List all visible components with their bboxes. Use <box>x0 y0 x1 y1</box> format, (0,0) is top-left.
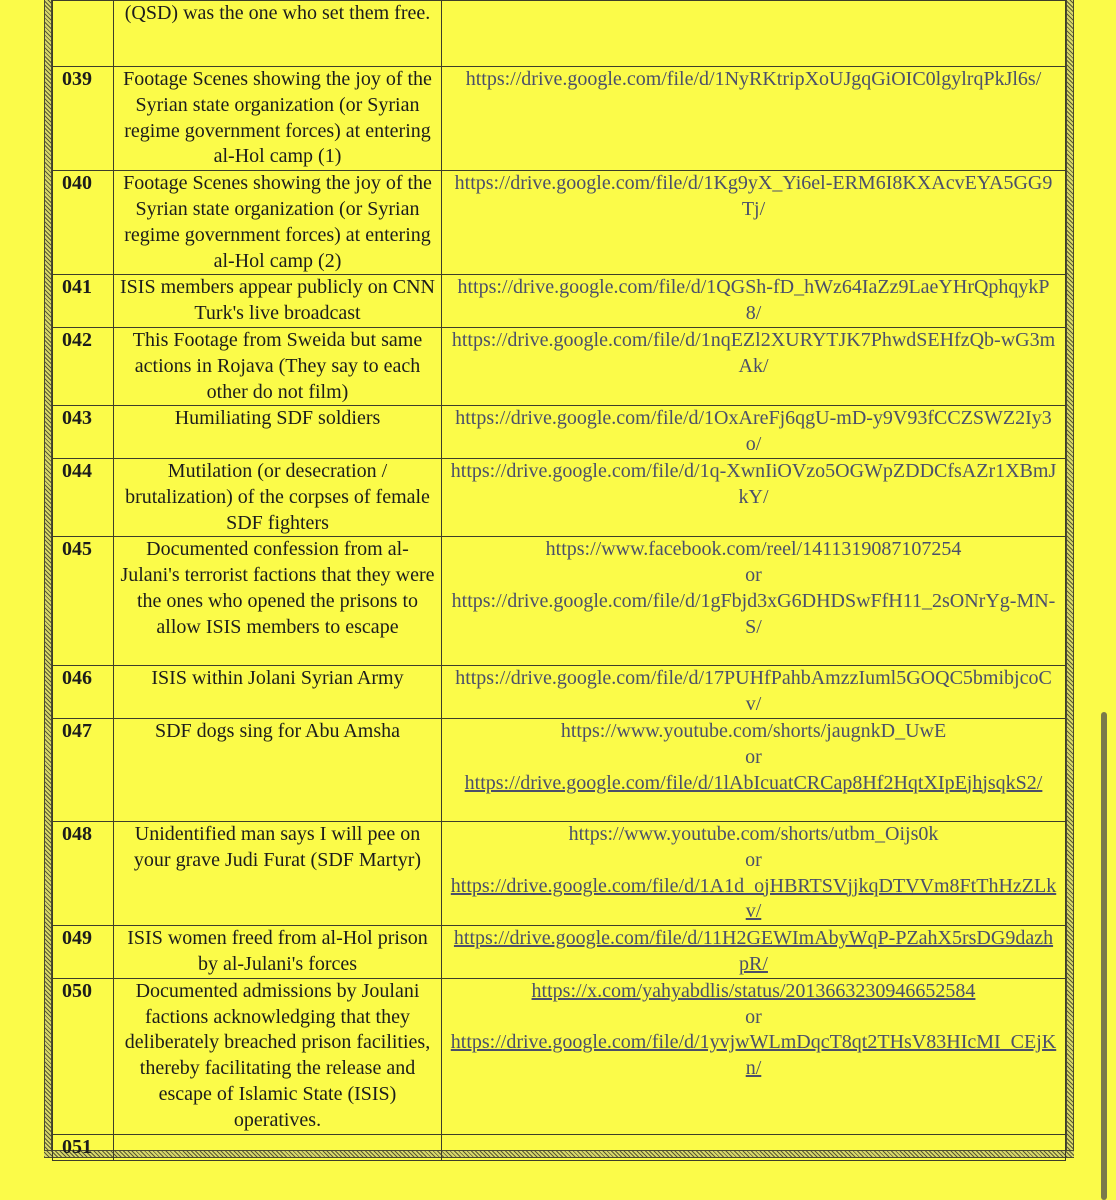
table-border-left <box>44 0 52 1156</box>
row-links <box>442 718 1066 821</box>
or-separator: or <box>745 1005 762 1028</box>
row-description: Mutilation (or desecration / brutalization) of the corpses of female SDF fighters <box>114 458 442 536</box>
table-row <box>53 275 1066 328</box>
table-row <box>53 718 1066 821</box>
or-separator: or <box>745 564 762 587</box>
row-number: 039 <box>53 67 114 171</box>
table-row <box>53 666 1066 719</box>
row-links <box>442 275 1066 328</box>
table-row <box>53 406 1066 459</box>
row-number: 046 <box>53 666 114 719</box>
row-number: 050 <box>53 978 114 1134</box>
table-row <box>53 171 1066 275</box>
table-row <box>53 458 1066 536</box>
row-links <box>442 458 1066 536</box>
row-number: 040 <box>53 171 114 275</box>
row-number: 045 <box>53 537 114 666</box>
row-links <box>442 666 1066 719</box>
row-links <box>442 406 1066 459</box>
evidence-link[interactable]: https://drive.google.com/file/d/1Kg9yX_Yi6el-ERM6I8KXAcvEYA5GG9Tj/ <box>454 172 1053 220</box>
row-links <box>442 537 1066 666</box>
or-separator: or <box>745 848 762 871</box>
table-row <box>53 926 1066 979</box>
row-links <box>442 1 1066 67</box>
row-description: Documented confession from al-Julani's terrorist factions that they were the ones who opened the prisons to allow ISIS members to escape <box>114 537 442 666</box>
row-links <box>442 978 1066 1134</box>
row-number: 042 <box>53 327 114 405</box>
table-row <box>53 67 1066 171</box>
row-number: 044 <box>53 458 114 536</box>
row-links <box>442 67 1066 171</box>
evidence-table <box>52 0 1066 1161</box>
row-number: 049 <box>53 926 114 979</box>
table-row <box>53 978 1066 1134</box>
table-row <box>53 1 1066 67</box>
row-description: ISIS within Jolani Syrian Army <box>114 666 442 719</box>
evidence-link[interactable]: https://drive.google.com/file/d/1gFbjd3xG6DHDSwFfH11_2sONrYg-MN-S/ <box>451 589 1056 638</box>
row-description: Documented admissions by Joulani factions acknowledging that they deliberately breached prison facilities, thereby facilitating the release and escape of Islamic State (ISIS) operatives. <box>114 978 442 1134</box>
evidence-link[interactable]: https://drive.google.com/file/d/1NyRKtripXoUJgqGiOIC0lgylrqPkJl6s/ <box>465 68 1042 90</box>
row-number: 048 <box>53 821 114 925</box>
row-links <box>442 1134 1066 1161</box>
row-number: 047 <box>53 718 114 821</box>
scrollbar[interactable] <box>1101 712 1107 1200</box>
row-links <box>442 821 1066 925</box>
table-row <box>53 327 1066 405</box>
table-row <box>53 537 1066 666</box>
evidence-link[interactable]: https://drive.google.com/file/d/1QGSh-fD_hWz64IaZz9LaeYHrQphqykP8/ <box>457 276 1050 325</box>
evidence-link[interactable]: https://www.youtube.com/shorts/utbm_Oijs0k <box>568 822 939 845</box>
row-description: This Footage from Sweida but same actions in Rojava (They say to each other do not film) <box>114 327 442 405</box>
row-description: ISIS members appear publicly on CNN Turk's live broadcast <box>114 275 442 328</box>
evidence-link[interactable]: https://drive.google.com/file/d/17PUHfPahbAmzzIuml5GOQC5bmibjcoCv/ <box>455 667 1052 716</box>
table-row <box>53 1134 1066 1161</box>
row-description: Footage Scenes showing the joy of the Syrian state organization (or Syrian regime government forces) at entering al-Hol camp (1) <box>114 67 442 171</box>
table-border-right <box>1066 0 1074 1156</box>
row-description: Humiliating SDF soldiers <box>114 406 442 459</box>
evidence-link[interactable]: https://drive.google.com/file/d/1nqEZl2XURYTJK7PhwdSEHfzQb-wG3mAk/ <box>451 328 1056 377</box>
row-description: (QSD) was the one who set them free. <box>114 1 442 67</box>
row-links <box>442 327 1066 405</box>
row-number <box>53 1 114 67</box>
row-description: Unidentified man says I will pee on your grave Judi Furat (SDF Martyr) <box>114 821 442 925</box>
row-description: Footage Scenes showing the joy of the Syrian state organization (or Syrian regime government forces) at entering al-Hol camp (2) <box>114 171 442 275</box>
row-links <box>442 171 1066 275</box>
evidence-link[interactable]: https://drive.google.com/file/d/1lAbIcuatCRCap8Hf2HqtXIpEjhjsqkS2/ <box>464 771 1043 794</box>
or-separator: or <box>745 745 762 768</box>
evidence-link[interactable]: https://www.facebook.com/reel/1411319087107254 <box>545 538 962 561</box>
evidence-link[interactable]: https://drive.google.com/file/d/1q-XwnIiOVzo5OGWpZDDCfsAZr1XBmJkY/ <box>450 459 1057 508</box>
row-description <box>114 1134 442 1161</box>
evidence-link[interactable]: https://drive.google.com/file/d/1A1d_ojHBRTSVjjkqDTVVm8FtThHzZLkv/ <box>450 874 1057 923</box>
evidence-link[interactable]: https://x.com/yahyabdlis/status/2013663230946652584 <box>531 979 976 1002</box>
row-number: 051 <box>53 1134 114 1161</box>
evidence-link[interactable]: https://drive.google.com/file/d/1yvjwWLmDqcT8qt2THsV83HIcMI_CEjKn/ <box>450 1031 1057 1080</box>
evidence-link[interactable]: https://www.youtube.com/shorts/jaugnkD_UwE <box>560 719 947 742</box>
table-row <box>53 821 1066 925</box>
row-description: ISIS women freed from al-Hol prison by al-Julani's forces <box>114 926 442 979</box>
evidence-link[interactable]: https://drive.google.com/file/d/11H2GEWImAbyWqP-PZahX5rsDG9dazhpR/ <box>453 927 1054 975</box>
row-number: 041 <box>53 275 114 328</box>
row-description: SDF dogs sing for Abu Amsha <box>114 718 442 821</box>
row-links <box>442 926 1066 979</box>
evidence-link[interactable]: https://drive.google.com/file/d/1OxAreFj6qgU-mD-y9V93fCCZSWZ2Iy3o/ <box>455 407 1052 456</box>
row-number: 043 <box>53 406 114 459</box>
